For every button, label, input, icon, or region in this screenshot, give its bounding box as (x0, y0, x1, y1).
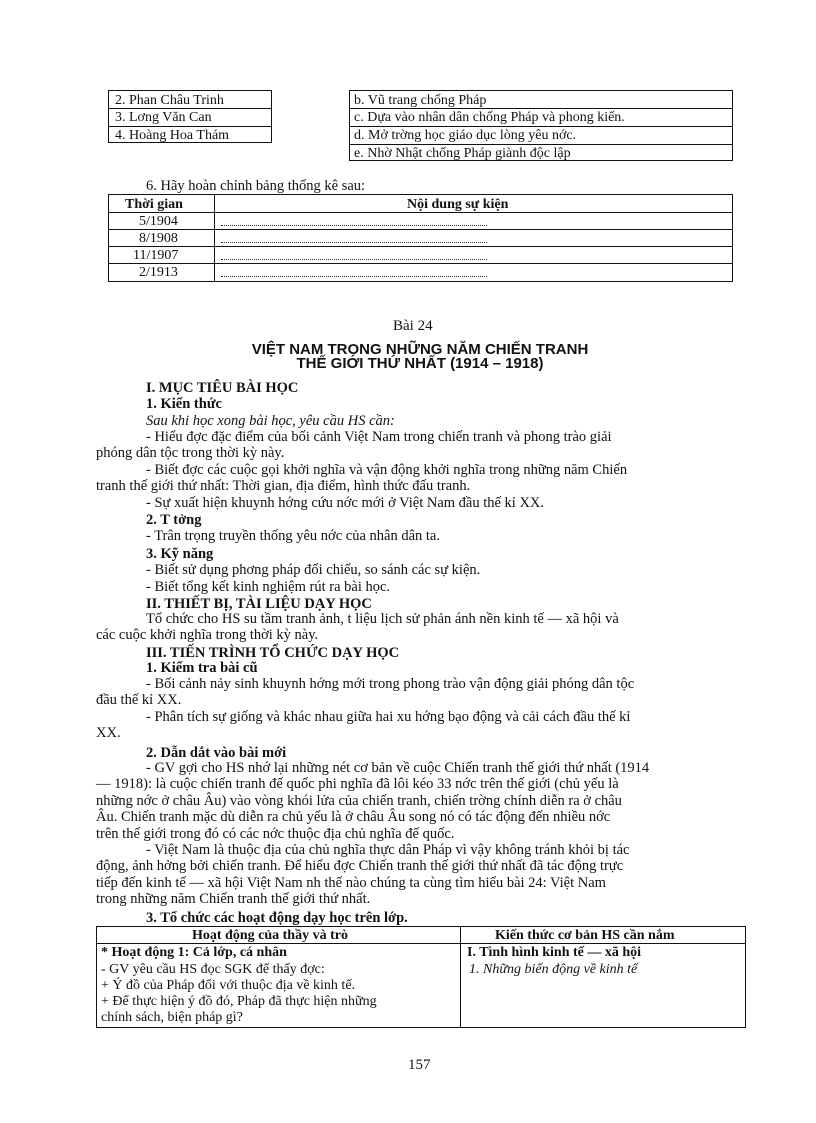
activity-col-knowledge: Kiến thức cơ bản HS cần nắm (495, 928, 675, 943)
text-line: tiếp đến kinh tế — xã hội Việt Nam nh thế nào chúng ta cùng tìm hiểu bài 24: Việt Nam (96, 874, 606, 891)
text-line: trên thế giới trong đó có các nớc thuộc địa chủ nghĩa đế quốc. (96, 825, 455, 842)
section-1-para4: - Trân trọng truyền thống yêu nớc của nhân dân ta. (146, 528, 440, 544)
asterisk-icon: * (101, 945, 108, 960)
question-6-prompt: 6. Hãy hoàn chỉnh bảng thống kê sau: (146, 178, 366, 194)
events-row-time: 5/1904 (139, 214, 178, 229)
section-3-sub2: 2. Dẫn dắt vào bài mới (146, 745, 287, 761)
blank-line (221, 259, 487, 260)
events-col-time: Thời gian (125, 197, 183, 212)
text-line: - Phân tích sự giống và khác nhau giữa hai xu hớng bạo động và cải cách đầu thế kỉ (146, 708, 631, 725)
lesson-title-line2: THẾ GIỚI THỨ NHẤT (1914 – 1918) (296, 355, 544, 372)
text-line: các cuộc khởi nghĩa trong thời kỳ này. (96, 627, 319, 644)
text-line: Tổ chức cho HS su tầm tranh ảnh, t liệu lịch sử phản ánh nền kinh tế — xã hội và (146, 611, 619, 627)
section-2-para (96, 611, 746, 644)
page-number: 157 (408, 1057, 431, 1073)
text-line: phóng dân tộc trong thời kỳ này. (96, 445, 285, 462)
text-line: đầu thế kỉ XX. (96, 692, 182, 709)
section-2-heading: II. THIẾT BỊ, TÀI LIỆU DẠY HỌC (146, 596, 372, 612)
events-table (108, 194, 733, 282)
text-line: - Hiểu đợc đặc điểm của bối cảnh Việt Nam trong chiến tranh và phong trào giải (146, 429, 612, 445)
section-1-sub2: 2. T tởng (146, 512, 202, 528)
matching-left-table (108, 90, 272, 143)
matching-left-item: 4. Hoàng Hoa Thám (115, 128, 230, 143)
text-line: những nớc ở châu Âu) vào vòng khói lửa của chiến tranh, chiến trờng chính diễn ra ở châu (96, 792, 622, 809)
activity-left-line: chính sách, biện pháp gì? (101, 1010, 243, 1025)
text-line: - Bối cảnh nảy sinh khuynh hớng mới trong phong trào vận động giải phóng dân tộc (146, 676, 635, 692)
events-col-content: Nội dung sự kiện (407, 197, 509, 212)
events-row-time: 8/1908 (139, 231, 178, 246)
activity-right-title: I. Tình hình kinh tế — xã hội (467, 945, 642, 960)
text-line: — 1918): là cuộc chiến tranh đế quốc phi nghĩa đã lôi kéo 33 nớc trên thế giới (chủ yếu là (96, 776, 619, 793)
activity-left-line: - GV yêu cầu HS đọc SGK để thấy đợc: (101, 962, 325, 977)
activity-left-title-text: Hoạt động 1: Cả lớp, cá nhân (111, 945, 287, 960)
text-line: trong những năm Chiến tranh thế giới thứ nhất. (96, 891, 371, 908)
section-3-sub3: 3. Tổ chức các hoạt động dạy học trên lớp. (146, 910, 408, 926)
section-1-para5: - Biết sử dụng phơng pháp đối chiếu, so sánh các sự kiện. (146, 562, 481, 578)
matching-right-item: c. Dựa vào nhân dân chống Pháp và phong kiến. (354, 110, 625, 125)
activity-col-teacher: Hoạt động của thầy và trò (192, 928, 348, 943)
text-line: tranh thế giới thứ nhất: Thời gian, địa điểm, hình thức đấu tranh. (96, 478, 471, 495)
matching-right-item: e. Nhờ Nhật chống Pháp giành độc lập (354, 146, 571, 161)
section-1-intro: Sau khi học xong bài học, yêu cầu HS cần: (146, 413, 395, 429)
blank-line (221, 242, 487, 243)
text-line: - Biết đợc các cuộc gọi khởi nghĩa và vận động khởi nghĩa trong những năm Chiến (146, 461, 628, 478)
section-3-sub1: 1. Kiểm tra bài cũ (146, 660, 258, 676)
section-1-heading: I. MỤC TIÊU BÀI HỌC (146, 380, 299, 396)
text-line: - Sự xuất hiện khuynh hớng cứu nớc mới ở Việt Nam đầu thế kỉ XX. (146, 494, 545, 511)
section-1-sub3: 3. Kỹ năng (146, 546, 214, 562)
activity-left-line: + Để thực hiện ý đồ đó, Pháp đã thực hiện những (101, 994, 377, 1009)
section-1-para6: - Biết tổng kết kinh nghiệm rút ra bài học. (146, 579, 391, 595)
section-3-heading: III. TIẾN TRÌNH TỔ CHỨC DẠY HỌC (146, 645, 400, 661)
lesson-number: Bài 24 (393, 318, 433, 334)
activity-right-sub: 1. Những biến động về kinh tế (469, 962, 638, 977)
text-line: - GV gợi cho HS nhớ lại những nét cơ bản về cuộc Chiến tranh thế giới thứ nhất (1914 (146, 760, 650, 776)
events-row-time: 2/1913 (139, 265, 178, 280)
activity-table (96, 926, 746, 1028)
text-line: động, ảnh hởng bởi chiến tranh. Để hiểu đợc Chiến tranh thế giới thứ nhất đã tác động trực (96, 858, 624, 875)
matching-right-table (349, 90, 733, 161)
activity-left-line: + Ý đồ của Pháp đối với thuộc địa về kinh tế. (101, 978, 356, 993)
section-1-sub1: 1. Kiến thức (146, 396, 222, 412)
events-row-time: 11/1907 (133, 248, 179, 263)
text-line: - Việt Nam là thuộc địa của chủ nghĩa thực dân Pháp vì vậy không tránh khỏi bị tác (146, 842, 630, 859)
blank-line (221, 276, 487, 277)
section-3-para1 (96, 676, 746, 742)
activity-left-title (101, 945, 287, 960)
matching-left-item: 3. Lơng Văn Can (115, 110, 212, 125)
lesson-title-line1: VIỆT NAM TRONG NHỮNG NĂM CHIẾN TRANH (251, 341, 589, 358)
text-line: XX. (96, 725, 121, 742)
matching-right-item: b. Vũ trang chống Pháp (354, 93, 487, 108)
blank-line (221, 225, 487, 226)
section-1-para1 (96, 429, 746, 511)
text-line: Âu. Chiến tranh mặc dù diễn ra chủ yếu là ở châu Âu song nó có tác động đến nhiều nớc (96, 809, 611, 826)
matching-right-item: d. Mở trờng học giáo dục lòng yêu nớc. (354, 128, 577, 143)
matching-left-item: 2. Phan Châu Trinh (115, 93, 224, 108)
section-3-para3 (96, 760, 746, 908)
